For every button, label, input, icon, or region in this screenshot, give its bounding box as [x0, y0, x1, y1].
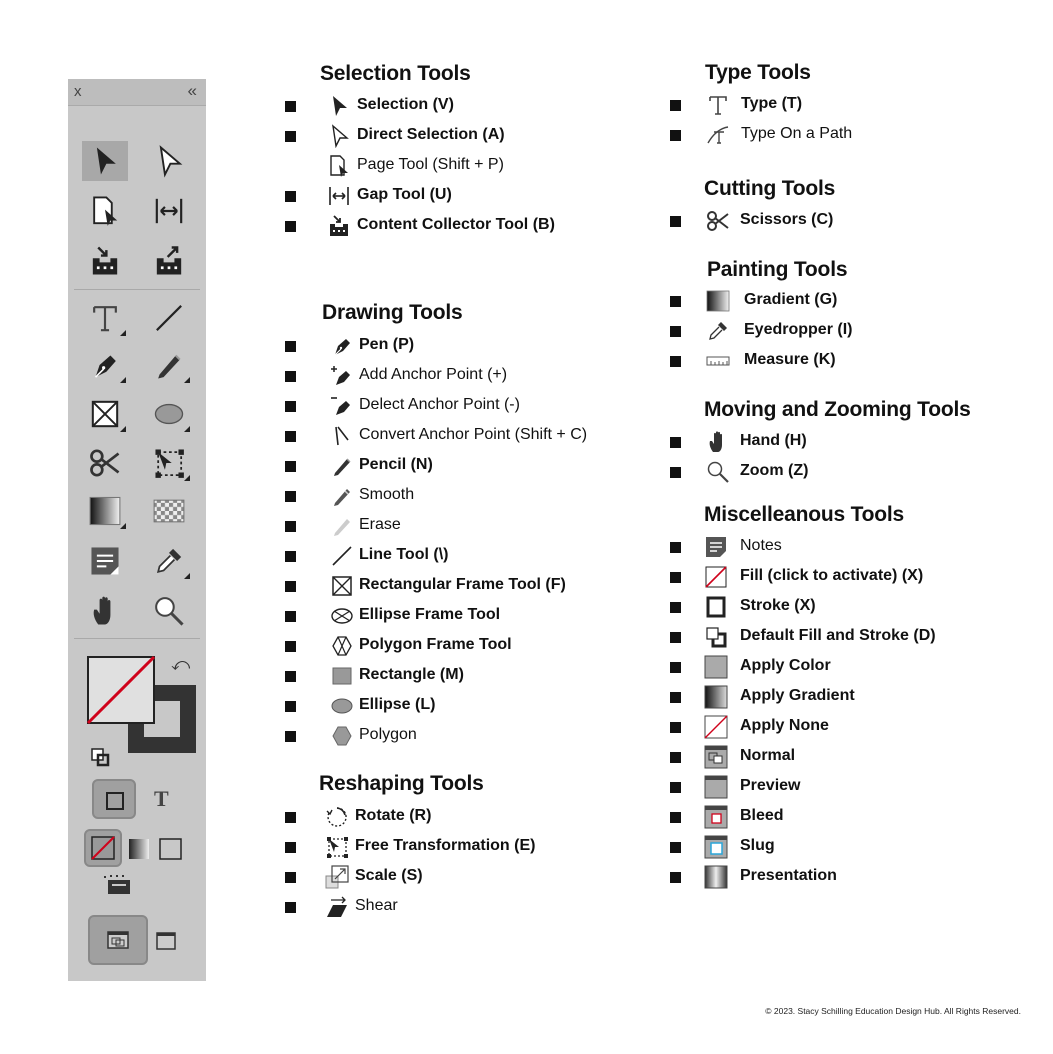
- free-transform-tool-icon[interactable]: [146, 443, 192, 483]
- pencil-icon: [330, 454, 354, 478]
- legend-label: Default Fill and Stroke (D): [740, 627, 936, 644]
- flyout-indicator: [184, 475, 190, 481]
- bullet-marker: [285, 191, 296, 202]
- section-title-reshaping: Reshaping Tools: [319, 772, 484, 795]
- bullet-marker: [670, 130, 681, 141]
- legend-label: Preview: [740, 777, 801, 794]
- legend-row-erase: [285, 514, 645, 538]
- legend-label: Rectangular Frame Tool (F): [359, 576, 566, 593]
- legend-label: Apply Color: [740, 657, 831, 674]
- smooth-icon: [330, 484, 354, 508]
- bullet-marker: [670, 752, 681, 763]
- legend-label: Ellipse (L): [359, 696, 436, 713]
- fill-icon: [704, 565, 728, 589]
- bullet-marker: [670, 216, 681, 227]
- legend-row-line: [285, 544, 645, 568]
- convert-anchor-icon: [330, 424, 354, 448]
- legend-row-page: [285, 154, 645, 178]
- type-tool-icon[interactable]: [82, 298, 128, 338]
- bullet-marker: [285, 461, 296, 472]
- legend-label: Content Collector Tool (B): [357, 216, 555, 233]
- slug-icon: [704, 835, 728, 859]
- section-title-drawing: Drawing Tools: [322, 301, 463, 324]
- legend-row-apply-none: [670, 715, 1030, 739]
- legend-row-pen: [285, 334, 645, 358]
- bullet-marker: [285, 641, 296, 652]
- legend-row-eyedropper: [670, 319, 1030, 343]
- bullet-marker: [285, 671, 296, 682]
- legend-label: Eyedropper (I): [744, 321, 853, 338]
- bullet-marker: [285, 521, 296, 532]
- legend-label: Line Tool (\): [359, 546, 449, 563]
- legend-row-ellipse: [285, 694, 645, 718]
- flyout-indicator: [184, 573, 190, 579]
- legend-row-smooth: [285, 484, 645, 508]
- bullet-marker: [670, 632, 681, 643]
- note-icon: [704, 535, 728, 559]
- legend-label: Free Transformation (E): [355, 837, 536, 854]
- legend-row-default-fill-stroke: [670, 625, 1030, 649]
- bullet-marker: [285, 872, 296, 883]
- legend-row-gap: [285, 184, 645, 208]
- legend-label: Pen (P): [359, 336, 415, 353]
- bullet-marker: [670, 782, 681, 793]
- legend-label: Smooth: [359, 486, 415, 503]
- bullet-marker: [285, 341, 296, 352]
- direct-selection-icon: [327, 124, 351, 148]
- preview-screen-mode-icon[interactable]: [156, 932, 176, 950]
- flyout-indicator: [184, 426, 190, 432]
- legend-label: Normal: [740, 747, 796, 764]
- legend-row-rotate: [285, 805, 645, 829]
- bullet-marker: [285, 812, 296, 823]
- legend-row-bleed: [670, 805, 1030, 829]
- rectangle-icon: [330, 664, 354, 688]
- bullet-marker: [670, 842, 681, 853]
- legend-label: Convert Anchor Point (Shift + C): [359, 426, 588, 443]
- normal-screen-mode-icon: [107, 931, 129, 949]
- legend-label: Shear: [355, 897, 398, 914]
- selection-icon: [327, 94, 351, 118]
- delete-anchor-icon: [330, 394, 354, 418]
- legend-row-apply-gradient: [670, 685, 1030, 709]
- selection-tool-icon[interactable]: [82, 141, 128, 181]
- bullet-marker: [670, 572, 681, 583]
- polygon-icon: [330, 724, 354, 748]
- rectangle-frame-tool-icon[interactable]: [82, 394, 128, 434]
- gradient-feather-tool-icon[interactable]: [146, 491, 192, 531]
- content-collector-tool-icon[interactable]: [82, 241, 128, 281]
- legend-label: Presentation: [740, 867, 837, 884]
- legend-row-rect-frame: [285, 574, 645, 598]
- polygon-frame-icon: [330, 634, 354, 658]
- legend-row-shear: [285, 895, 645, 919]
- section-title-misc: Miscelleanous Tools: [704, 503, 905, 526]
- bullet-marker: [670, 602, 681, 613]
- legend-row-delete-anchor: [285, 394, 645, 418]
- legend-row-polygon: [285, 724, 645, 748]
- legend-label: Polygon Frame Tool: [359, 636, 512, 653]
- hand-tool-icon[interactable]: [82, 591, 128, 631]
- bullet-marker: [670, 296, 681, 307]
- apply-color-icon: [704, 655, 728, 679]
- close-icon[interactable]: x: [74, 83, 82, 100]
- bullet-marker: [285, 101, 296, 112]
- content-collector-icon: [327, 214, 351, 238]
- legend-row-type: [670, 93, 1030, 117]
- erase-icon: [330, 514, 354, 538]
- tools-panel: [68, 79, 206, 981]
- scissors-icon: [706, 209, 730, 233]
- normal-icon: [704, 745, 728, 769]
- apply-color-icon: [91, 836, 115, 860]
- legend-label: Rectangle (M): [359, 666, 464, 683]
- legend-label: Apply Gradient: [740, 687, 855, 704]
- legend-row-type-on-path: [670, 123, 1030, 147]
- legend-label: Notes: [740, 537, 782, 554]
- type-on-path-icon: [706, 123, 730, 147]
- legend-row-note: [670, 535, 1030, 559]
- eyedropper-icon: [706, 319, 730, 343]
- legend-label: Type On a Path: [741, 125, 853, 142]
- preview-icon: [704, 775, 728, 799]
- bullet-marker: [670, 812, 681, 823]
- legend-row-fill: [670, 565, 1030, 589]
- bullet-marker: [285, 551, 296, 562]
- legend-row-apply-color: [670, 655, 1030, 679]
- legend-label: Pencil (N): [359, 456, 433, 473]
- legend-label: Hand (H): [740, 432, 807, 449]
- legend-row-stroke: [670, 595, 1030, 619]
- legend-label: Fill (click to activate) (X): [740, 567, 924, 584]
- legend-row-scale: [285, 865, 645, 889]
- ellipse-frame-icon: [330, 604, 354, 628]
- apply-gradient-icon: [704, 685, 728, 709]
- page-icon: [327, 154, 351, 178]
- gap-icon: [327, 184, 351, 208]
- legend-row-polygon-frame: [285, 634, 645, 658]
- legend-label: Page Tool (Shift + P): [357, 156, 504, 173]
- legend-label: Stroke (X): [740, 597, 816, 614]
- legend-row-ellipse-frame: [285, 604, 645, 628]
- zoom-tool-icon[interactable]: [146, 591, 192, 631]
- bullet-marker: [670, 722, 681, 733]
- legend-label: Zoom (Z): [740, 462, 809, 479]
- section-title-type: Type Tools: [705, 61, 811, 84]
- apply-none-icon: [704, 715, 728, 739]
- panel-divider: [74, 289, 200, 290]
- legend-row-free-transform: [285, 835, 645, 859]
- legend-row-preview: [670, 775, 1030, 799]
- bullet-marker: [285, 902, 296, 913]
- eyedropper-tool-icon[interactable]: [146, 541, 192, 581]
- legend-label: Slug: [740, 837, 775, 854]
- bullet-marker: [285, 701, 296, 712]
- swap-fill-stroke-icon[interactable]: ⤺: [171, 654, 191, 675]
- pencil-tool-icon[interactable]: [146, 345, 192, 385]
- bullet-marker: [670, 467, 681, 478]
- legend-label: Delect Anchor Point (-): [359, 396, 520, 413]
- scissors-tool-icon[interactable]: [82, 443, 128, 483]
- legend-label: Scissors (C): [740, 211, 834, 228]
- apply-gradient-icon[interactable]: [128, 838, 150, 860]
- legend-row-presentation: [670, 865, 1030, 889]
- container-icon: [106, 792, 124, 810]
- pen-tool-icon[interactable]: [82, 345, 128, 385]
- legend-label: Add Anchor Point (+): [359, 366, 508, 383]
- pen-icon: [330, 334, 354, 358]
- legend-row-scissors: [670, 209, 1030, 233]
- free-transform-icon: [325, 835, 349, 859]
- legend-row-slug: [670, 835, 1030, 859]
- legend-label: Type (T): [741, 95, 803, 112]
- formatting-text-icon[interactable]: T: [154, 786, 169, 811]
- legend-row-hand: [670, 430, 1030, 454]
- legend-row-convert-anchor: [285, 424, 645, 448]
- bullet-marker: [285, 371, 296, 382]
- section-title-selection: Selection Tools: [320, 62, 471, 85]
- legend-row-measure: [670, 349, 1030, 373]
- legend-label: Ellipse Frame Tool: [359, 606, 501, 623]
- scale-icon: [325, 865, 349, 889]
- collapse-icon[interactable]: «: [187, 81, 197, 100]
- legend-row-content-collector: [285, 214, 645, 238]
- bullet-marker: [670, 542, 681, 553]
- panel-title-bar: [68, 79, 206, 106]
- hand-icon: [706, 430, 730, 454]
- bullet-marker: [670, 100, 681, 111]
- page-tool-icon[interactable]: [82, 191, 128, 231]
- shear-icon: [325, 895, 349, 919]
- bullet-marker: [285, 842, 296, 853]
- ellipse-tool-icon[interactable]: [146, 394, 192, 434]
- default-fill-stroke-icon: [704, 625, 728, 649]
- bullet-marker: [670, 872, 681, 883]
- legend-label: Polygon: [359, 726, 417, 743]
- legend-label: Scale (S): [355, 867, 423, 884]
- bullet-marker: [285, 731, 296, 742]
- bullet-marker: [285, 611, 296, 622]
- apply-color-button[interactable]: [84, 829, 122, 867]
- flyout-indicator: [120, 330, 126, 336]
- legend-label: Erase: [359, 516, 401, 533]
- flyout-indicator: [120, 377, 126, 383]
- rect-frame-icon: [330, 574, 354, 598]
- bullet-marker: [670, 437, 681, 448]
- bleed-guide-icon: [102, 874, 134, 896]
- zoom-icon: [706, 460, 730, 484]
- line-tool-icon[interactable]: [146, 298, 192, 338]
- legend-row-normal: [670, 745, 1030, 769]
- screen-mode-normal-button[interactable]: [88, 915, 148, 965]
- bleed-icon: [704, 805, 728, 829]
- note-tool-icon[interactable]: [82, 541, 128, 581]
- bullet-marker: [670, 326, 681, 337]
- content-placer-tool-icon[interactable]: [146, 241, 192, 281]
- legend-label: Apply None: [740, 717, 829, 734]
- section-title-moving: Moving and Zooming Tools: [704, 398, 971, 421]
- legend-label: Selection (V): [357, 96, 454, 113]
- rotate-icon: [325, 805, 349, 829]
- gradient-icon: [706, 289, 730, 313]
- bullet-marker: [670, 692, 681, 703]
- legend-row-direct-selection: [285, 124, 645, 148]
- flyout-indicator: [184, 377, 190, 383]
- add-anchor-icon: [330, 364, 354, 388]
- type-icon: [706, 93, 730, 117]
- legend-row-rectangle: [285, 664, 645, 688]
- bullet-marker: [285, 221, 296, 232]
- bullet-marker: [285, 431, 296, 442]
- direct-selection-tool-icon[interactable]: [146, 141, 192, 181]
- legend-label: Gradient (G): [744, 291, 838, 308]
- gradient-swatch-tool-icon[interactable]: [82, 491, 128, 531]
- panel-divider: [74, 638, 200, 639]
- copyright-notice: © 2023. Stacy Schilling Education Design Hub. All Rights Reserved.: [765, 1006, 1021, 1016]
- legend-row-zoom: [670, 460, 1030, 484]
- legend-label: Bleed: [740, 807, 784, 824]
- bullet-marker: [285, 401, 296, 412]
- section-title-painting: Painting Tools: [707, 258, 848, 281]
- bullet-marker: [285, 131, 296, 142]
- legend-row-selection: [285, 94, 645, 118]
- legend-label: Gap Tool (U): [357, 186, 452, 203]
- flyout-indicator: [120, 426, 126, 432]
- flyout-indicator: [120, 523, 126, 529]
- legend-row-add-anchor: [285, 364, 645, 388]
- apply-none-icon[interactable]: [159, 838, 183, 860]
- legend-label: Measure (K): [744, 351, 836, 368]
- bullet-marker: [285, 581, 296, 592]
- section-title-cutting: Cutting Tools: [704, 177, 836, 200]
- legend-row-gradient: [670, 289, 1030, 313]
- measure-icon: [706, 349, 730, 373]
- legend-label: Rotate (R): [355, 807, 432, 824]
- presentation-icon: [704, 865, 728, 889]
- legend-label: Direct Selection (A): [357, 126, 505, 143]
- legend-row-pencil: [285, 454, 645, 478]
- ellipse-icon: [330, 694, 354, 718]
- gap-tool-icon[interactable]: [146, 191, 192, 231]
- stroke-icon: [704, 595, 728, 619]
- bullet-marker: [670, 356, 681, 367]
- bullet-marker: [285, 491, 296, 502]
- bullet-marker: [670, 662, 681, 673]
- line-icon: [330, 544, 354, 568]
- formatting-container-button[interactable]: [92, 779, 136, 819]
